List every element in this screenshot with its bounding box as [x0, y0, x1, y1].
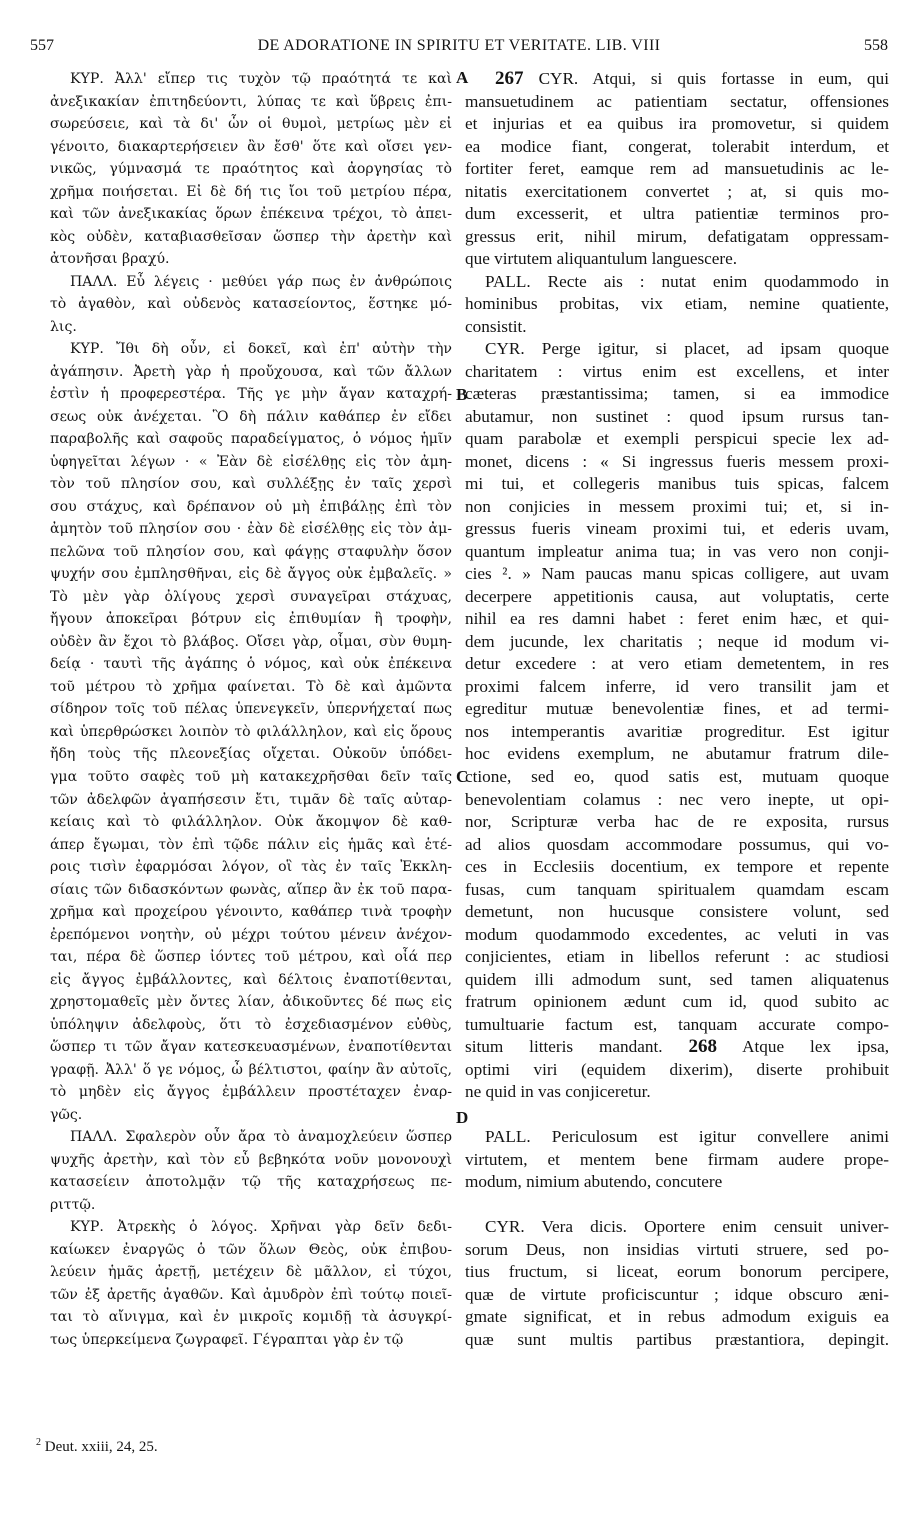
latin-line: fusas, cum tanquam spiritualem quamdam escam — [465, 879, 889, 899]
latin-line: gmate significat, et in rebus admodum exiguis ea — [465, 1307, 889, 1327]
latin-line: hoc evidens exemplum, ne abutamur fratrum dile- — [465, 744, 889, 764]
greek-line: ΚΥΡ. Ἀλλ' εἴπερ τις τυχὸν τῷ πραότητά τε καὶ — [70, 71, 452, 87]
greek-line: ἤδη τοὺς τῆς πλεονεξίας οἴχεται. Οὐκοῦν ὑπόδει- — [50, 746, 452, 763]
page-header — [30, 37, 888, 61]
greek-line: ὑπόληψιν ἀδελφοὺς, ὅτι τὸ ἐσχεδιασμένον εὐθὺς, — [50, 1016, 452, 1033]
greek-line: οὐδὲν ἂν ἔχοι τὸ βλάβος. Οἴσει γὰρ, οἶμαι, σὺν θυμη- — [50, 633, 452, 650]
greek-line: πελῶνα τοῦ πλησίον σου, καὶ φάγῃς σταφυλὴν ὅσον — [50, 543, 452, 560]
paragraph-gap — [465, 1104, 889, 1127]
latin-line: quantum impleatur anima tua; in vas vero non conji- — [465, 541, 889, 561]
latin-line: nihil ea res damni habet : feret enim hæc, et qui- — [465, 609, 889, 629]
latin-line: virtutem, et mentem bene firmam audere prope- — [465, 1149, 889, 1169]
page-number-left: 557 — [30, 37, 54, 54]
latin-line: optimi viri (equidem dixerim), diserte prohibuit — [465, 1059, 889, 1079]
greek-line: ἀμητὸν τοῦ πλησίον σου · ἐὰν δὲ εἰσέλθῃς εἰς τὸν ἀμ- — [50, 521, 452, 538]
latin-line: conjicientes, etiam in libellos referunt : ac studiosi — [465, 947, 889, 967]
latin-line: quidem illi admodum sunt, sed tamen aliquatenus — [465, 969, 889, 989]
footnote-text: Deut. xxiii, 24, 25. — [44, 1439, 158, 1455]
latin-line-268 — [465, 1036, 889, 1059]
latin-line: ea modice fiant, congerat, tolerabit interdum, et — [465, 136, 889, 156]
greek-line: κατασείειν ἀποτολμᾷν τῷ τῆς καταχρήσεως πε- — [50, 1174, 452, 1191]
greek-line: τοῦ μέτρου τὸ χρῆμα φαίνεται. Τὸ δὲ καὶ ἀμῶντα — [50, 678, 452, 695]
margin-letter-d: D — [456, 1108, 469, 1127]
greek-line: ἀτονῆσαι βραχύ. — [50, 251, 170, 268]
latin-line: nos intemperantis avaritiæ progreditur. Est igitur — [465, 721, 889, 741]
greek-line: σεως οὐκ ἀνέχεται. Ὃ δὴ πάλιν καθάπερ ἐν εἴδει — [50, 408, 452, 425]
latin-line: nor, Scripturæ verba hac de re exposita, rursus — [465, 812, 889, 832]
latin-line: quæ sunt multis partibus præstantiora, depingit. — [465, 1329, 889, 1349]
latin-line: decerpere appetitionis causa, aut voluptatis, certe — [465, 586, 889, 606]
latin-first-line-text: CYR. Atqui, si quis fortasse in eum, qui — [538, 69, 890, 88]
latin-line: quæ de virtute proficiscuntur ; idque obscuro æni- — [465, 1284, 889, 1304]
latin-line: charitatem : virtus enim est excellens, et inter — [465, 361, 889, 381]
margin-letter-a: A — [456, 68, 469, 87]
latin-line: cies ². » Nam paucas manu spicas colligere, aut uvam — [465, 564, 889, 584]
greek-line: ΠΑΛΛ. Σφαλερὸν οὖν ἄρα τὸ ἀναμοχλεύειν ὥσπερ — [70, 1129, 452, 1146]
greek-line: χρηστομαθεῖς μὲν ὄντες λίαν, ἀδικοῦντες δέ πως εἰς — [50, 994, 452, 1011]
greek-line: σου στάχυς, καὶ δρέπανον οὐ μὴ ἐπιβάλῃς ἐπὶ τὸν — [50, 498, 452, 515]
section-number-267: 267 — [495, 68, 524, 89]
latin-line: tius fructum, si liceat, eorum bonorum percipere, — [465, 1262, 889, 1282]
latin-line: mansuetudinem ac patientiam sectatur, offensiones — [465, 91, 889, 111]
greek-line: τὸν τοῦ πλησίον σου, καὶ συλλέξῃς ἐν ταῖς χερσὶ — [50, 476, 452, 493]
latin-line: gressus fueris vineam proximi tui, et ederis uvam, — [465, 519, 889, 539]
greek-line: κὸς οὐδὲν, καταβιασθεῖσαν ὥσπερ τὴν ἀρετὴν καὶ — [50, 228, 452, 245]
greek-line: γραφῇ. Ἀλλ' ὅ γε νόμος, ὦ βέλτιστοι, φαίην ἂν αὐτοῖς, — [50, 1061, 452, 1078]
latin-line: hominibus probitas, vix etiam, nemine quatiente, — [465, 294, 889, 314]
greek-line: χρῆμα ποιήσεται. Εἰ δὲ δή τις ἴοι τοῦ μετρίου πέρα, — [50, 183, 452, 200]
greek-line: τὸ ἀγαθὸν, καὶ οὐδενὸς κατασείοντος, ἕστηκε μό- — [50, 296, 452, 313]
greek-line: καὶ τῶν ἀνεξικακίας ὅρων ἐπέκεινα τρέχοι, τὸ ἀπει- — [50, 206, 452, 223]
greek-line: χρῆμα καὶ προχείρου γένοιντο, καθάπερ τινὰ τροφὴν — [50, 904, 452, 921]
latin-line: CYR. Vera dicis. Oportere enim censuit univer- — [485, 1217, 889, 1237]
latin-line: quam parabolæ et exempli perspicui specie lex ad- — [465, 429, 889, 449]
latin-line: modum quodammodo excedentes, ac veluti in vas — [465, 924, 889, 944]
greek-line: ἤγουν ἀποκεῖραι βότρυν εἰς ἐπιθυμίαν ἢ τροφὴν, — [50, 611, 452, 628]
latin-line: tumultuarie factum est, tanquam accurate compo- — [465, 1014, 889, 1034]
latin-line: ad alios quosdam accommodare possumus, qui vo- — [465, 834, 889, 854]
latin-line: fortiter feret, eamque rem ad mansuetudinis ac le- — [465, 159, 889, 179]
latin-line: benevolentiam colamus : nec vero inepte, ut opi- — [465, 789, 889, 809]
greek-line: καίωκεν ἐναργῶς ὁ τῶν ὅλων Θεὸς, οὐκ ἐπιβου- — [50, 1241, 452, 1258]
latin-line: demetunt, non hucusque consistere volunt, sed — [465, 902, 889, 922]
latin-line: gressus erit, nihil mirum, defatigatam oppressam- — [465, 226, 889, 246]
greek-line: ἀγάπησιν. Ἀρετὴ γὰρ ἡ προὔχουσα, καὶ τῶν ἄλλων — [50, 363, 452, 380]
latin-line: non conjicies in messem proximi tui; et, si in- — [465, 496, 889, 516]
greek-line: Τὸ μὲν γὰρ ὀλίγους χερσὶ συναγεῖραι στάχυας, — [50, 588, 452, 605]
greek-line: ΠΑΛΛ. Εὖ λέγεις · μεθύει γάρ πως ἐν ἀνθρώποις — [70, 273, 452, 290]
footnote — [36, 1437, 158, 1456]
latin-line: modum, nimium abutendo, concutere — [465, 1172, 723, 1192]
page-number-right: 558 — [864, 37, 888, 54]
latin-line: ne quid in vas conjiceretur. — [465, 1082, 651, 1102]
latin-before-268: situm litteris mandant. — [465, 1037, 663, 1057]
greek-line: κείαις καὶ τὸ φιλάλληλον. Οὐκ ἄκομψον δὲ καθ- — [50, 814, 452, 831]
running-title: DE ADORATIONE IN SPIRITU ET VERITATE. LIB. VIII — [257, 37, 661, 54]
greek-line: τῶν ἐξ ἀρετῆς ἀγαθῶν. Καὶ ἀμυδρὸν ἐπὶ τούτῳ ποιεῖ- — [50, 1286, 452, 1303]
latin-line: et injurias et ea quibus ira promovetur, si quidem — [465, 114, 889, 134]
greek-line: ΚΥΡ. Ἴθι δὴ οὖν, εἰ δοκεῖ, καὶ ἐπ' αὐτὴν τὴν — [70, 341, 452, 358]
greek-line: σίδηρον τοῖς τοῦ πέλας ὑπενεγκεῖν, ὑπερνήχεταί πως — [50, 701, 452, 718]
greek-line: καὶ ὑπερθρώσκει λοιπὸν τὸ φιλάλληλον, καὶ εἰς ὅρους — [50, 723, 452, 740]
latin-column — [465, 68, 889, 1351]
latin-line: que virtutem aliquantulum languescere. — [465, 249, 738, 269]
latin-line: fratrum opinionem ædunt cum id, quod subito ac — [465, 992, 889, 1012]
greek-line: τῶν ἀδελφῶν ἀγαπήσεσιν ἔτι, τιμᾶν δὲ ταῖς αὐταρ- — [50, 791, 452, 808]
greek-line: ψυχήν σου ἐμπλησθῆναι, εἰς δὲ ἄγγος οὐκ ἐμβαλεῖς. » — [50, 566, 452, 583]
greek-line: ροις τισὶν ἐφαρμόσαι λόγον, οἳ τὰς ἐν ταῖς Ἐκκλη- — [50, 859, 452, 876]
latin-line: mi tui, et collegeris manibus tuis spicas, falcem — [465, 474, 889, 494]
margin-letter-b: B — [456, 385, 468, 404]
greek-line: σίαις τῶν διδασκόντων φωνὰς, αἵπερ ἂν ἐκ τοῦ παρα- — [50, 881, 452, 898]
greek-line: ΚΥΡ. Ἀτρεκὴς ὁ λόγος. Χρῆναι γὰρ δεῖν δεδι- — [70, 1219, 452, 1236]
latin-line: ctione, sed eo, quod satis est, mutuam quoque — [465, 766, 889, 786]
latin-line: cæteras præstantissima; tamen, si ea immodice — [465, 384, 889, 404]
latin-line: detur excedere : at vero etiam demetentem, in res — [465, 654, 889, 674]
footnote-mark: 2 — [36, 1437, 41, 1448]
greek-line: ται, πέρα δὲ ὥσπερ ἰόντες τοῦ μέτρου, καὶ οἷά περ — [50, 949, 452, 966]
greek-line: λεύειν ἡμᾶς ἀρετῇ, μετέχειν δὲ μᾶλλον, εἰ τύχοι, — [50, 1264, 452, 1281]
greek-line: γμα τοῦτο σαφὲς τοῦ μὴ κατακεχρῆσθαι δεῖν ταῖς — [50, 768, 452, 785]
latin-line: egreditur mutuæ benevolentiæ fines, et ad termi- — [465, 699, 889, 719]
greek-line: ται τὸ αἴνιγμα, καὶ ἐν μικροῖς κομιδῇ τὰ ἀσυγκρί- — [50, 1309, 452, 1326]
greek-line: εἰς ἄγγος ἐμβάλλοντες, καὶ δέλτοις ἐναποτίθενται, — [50, 971, 452, 988]
greek-line: ὑφηγεῖται λέγων · « Ἐὰν δὲ εἰσέλθῃς εἰς τὸν ἀμη- — [50, 453, 452, 470]
greek-line: ψυχῆς ἀρετὴν, καὶ τὸν εὖ βεβηκότα νοῦν μονονουχὶ — [50, 1151, 452, 1168]
latin-line: PALL. Recte ais : nutat enim quodammodo in — [485, 271, 889, 291]
greek-line: ἀνεξικακίαν ἐπιτηδεύοντι, λύπας τε καὶ ὕβρεις ἐπι- — [50, 93, 452, 110]
latin-line: dem jucunde, lex charitatis ; neque id modum vi- — [465, 631, 889, 651]
greek-column — [50, 68, 452, 1351]
greek-line: τως ὑπερκείμενα ζωγραφεῖ. Γέγραπται γὰρ ἐν τῷ — [50, 1331, 404, 1348]
paragraph-gap — [465, 1194, 889, 1217]
latin-line: proximi falcem inferre, id vero transilit jam et — [465, 676, 889, 696]
greek-line: δείᾳ · ταυτὶ τῆς ἀγάπης ὁ νόμος, καὶ οὐκ ἐπέκεινα — [50, 656, 452, 673]
latin-line: consistit. — [465, 316, 527, 336]
latin-line: CYR. Perge igitur, si placet, ad ipsam quoque — [485, 339, 889, 359]
section-number-268: 268 — [688, 1036, 718, 1058]
latin-after-268: Atque lex ipsa, — [742, 1037, 889, 1057]
latin-line-first — [465, 68, 889, 91]
latin-line: ces in Ecclesiis docentium, ex tempore et repente — [465, 857, 889, 877]
greek-line: ἐρεπόμενοι νοητὴν, οὐ μέχρι τούτου μένειν ἀνέχον- — [50, 926, 452, 943]
latin-line: PALL. Periculosum est igitur convellere animi — [485, 1127, 889, 1147]
margin-letter-c: C — [456, 767, 469, 786]
latin-line: nitatis exercitationem convertet ; at, si quis mo- — [465, 181, 889, 201]
greek-line: ριττῷ. — [50, 1196, 96, 1213]
greek-line: σωρεύσειε, καὶ τὰ δι' ὧν οἱ θυμοὶ, μετρίως μὲν εἰ — [50, 116, 452, 133]
greek-line: λις. — [50, 318, 77, 335]
greek-line: ὥσπερ τι τῶν ἄγαν κατεσκευασμένων, ἐναποτίθενται — [50, 1039, 452, 1056]
greek-line: τὸ μηδὲν εἰς ἄγγος ἐμβάλλειν προστέταχεν ἐναρ- — [50, 1084, 452, 1101]
greek-line: νικῶς, γύμνασμά τε πραότητος καὶ ἀοργησίας τὸ — [50, 161, 452, 178]
greek-line: γένοιτο, διακαρτερήσειεν ἂν ἔσθ' ὅτε καὶ οἴσει γεν- — [50, 138, 452, 155]
greek-line: άπερ ἔγωμαι, τὸν ἐπὶ τῷδε πάλιν εἰς ἡμᾶς καὶ ἑτέ- — [50, 836, 452, 853]
greek-line: παραβολῆς καὶ σαφοῦς παραδείγματος, ὁ νόμος ἡμῖν — [50, 431, 452, 448]
latin-line: dum excesserit, et ultra patientiæ terminos pro- — [465, 204, 889, 224]
greek-line: γῶς. — [50, 1106, 83, 1123]
greek-line: ἐστὶν ἡ προφερεστέρα. Τῆς γε μὴν ἄγαν καταχρή- — [50, 386, 452, 403]
latin-line: sorum Deus, non insidias virtuti struere, sed po- — [465, 1239, 889, 1259]
latin-line: monet, dicens : « Si ingressus fueris messem proxi- — [465, 451, 889, 471]
latin-line: abutamur, non sustinet : quod ipsum rursus tan- — [465, 406, 889, 426]
